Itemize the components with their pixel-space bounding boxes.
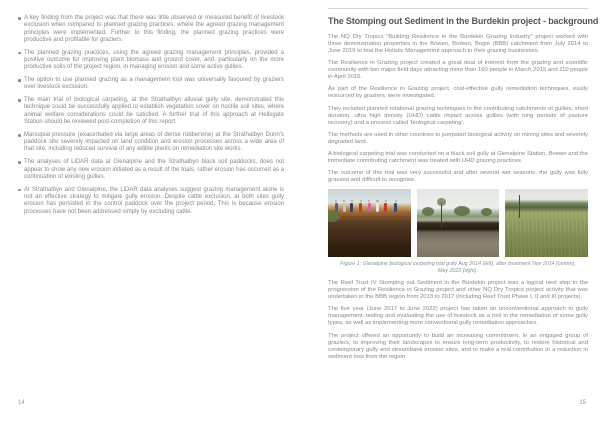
tree [481,208,492,216]
bullet-item [18,132,284,154]
bullet-text: The analyses of LiDAR data at Glenalpine and the Strathalbyn black soil paddocks, does not appear to show any new erosion initiated as a result of the trials, rather erosion has occurred as a continuation of existing gullies. [24,159,284,180]
paragraph: The methods are used in other countries to jumpstart biological activity on mining sites and severely degraded land. [328,131,588,145]
tree-trunk [519,195,521,218]
bullet-marker-icon [18,17,21,20]
person-figure [394,203,397,212]
paragraph: The Reef Trust IV Stomping out Sediment in the Burdekin project was a logical next step in the progression of the Resilience in Grazing project and other NQ Dry Tropics project activity that was undertaken in the BBB region from 2013 to 2017 (including Reef Trust Phase I, II and III projects). [328,280,588,301]
paragraph: The Resilience in Grazing project created a great deal of interest from the grazing and scientific community with two major field days attracting more than 160 people in March 2015 and 110 people in April 2016. [328,60,588,81]
bullet-item [18,97,284,126]
bullet-item [18,77,284,92]
bullet-marker-icon [18,99,21,102]
person-figure [384,203,387,212]
page-title: The Stomping out Sediment in the Burdekin project - background [328,16,599,26]
tree [454,206,470,216]
paragraph: They included planned rotational grazing techniques in the contributing catchments of gullies, short duration, ultra high density (UHD) cattle impact across gullies (with long periods of pasture recovery) and a process called 'biological carpeting'. [328,105,588,126]
paragraph: The outcome of this trial was very successful and after several wet seasons, the gully was fully grassed and difficult to recognise. [328,170,588,184]
person-figure [376,203,379,212]
paragraph: As part of the Resilience in Grazing project, cost-effective gully remediation techniques, easily resourced by graziers, were investigated. [328,86,588,100]
bullet-item [18,187,284,216]
bullet-marker-icon [18,52,21,55]
bullet-text: The option to use planned grazing as a management tool was universally favoured by graziers over livestock exclusion. [24,77,284,91]
bullet-marker-icon [18,134,21,137]
person-figure [359,203,362,212]
person-figure [368,203,371,212]
bullet-text: At Strathalbyn and Glenalpine, the LiDAR data analyses suggest grazing management alone is not an effective strategy to mitigate gully erosion. Despite cattle exclusion, at both sites gully erosion has persisted in the control paddock over the project period. This is because erosion processes have not been addressed simply by excluding cattle. [24,186,284,215]
photo-gully-aug-2014 [328,189,411,257]
left-page [18,15,284,221]
figure-photo-strip [328,189,588,257]
right-page [328,8,599,366]
vegetation-patch [328,210,340,222]
bullet-item [18,159,284,181]
bullet-item [18,50,284,72]
page-number-left: 14 [18,400,25,406]
header-rule [328,8,588,9]
bullet-text: The main trial of biological carpeting, at the Strathalbyn alluvial gully site, demonstrated this technique could be successfully applied to establish vegetation cover on hostile soil sites, where animal welfare considerations could be satisfied. A further trial of this approach at Hellsgate Station should be reviewed post-completion of this report. [24,97,284,126]
photo-after-treatment-nov-2014 [417,189,500,257]
page-number-right: 15 [579,400,586,406]
bullet-text: Marsupial pressure (exacerbated via large areas of dense rubbervine) at the Strathalbyn Dunn's paddock site severely impacted on land condition and erosion processes across a wide area of that site, including reduced survival of any edible plants on remediation site works. [24,131,284,153]
paragraph: The five year (June 2017 to June 2022) project has taken an unconventional approach to gully management: testing and evaluating the use of livestock as a tool in the remediation of some gully types, as well as implementing more conventional gully remediation approaches. [328,306,588,327]
person-figure [350,203,353,212]
bullet-item [18,15,284,44]
bullet-text: A key finding from the project was that there was little observed or measured benefit of livestock exclusion when compared to planned grazing practices, where the agreed grazing management principles were implemented. Further to this finding, the planned grazing practices were productive and profitable for graziers. [24,15,284,43]
bullet-text: The planned grazing practices, using the agreed grazing management principles, provided a positive outcome for improving plant biomass and ground cover, and, particularly on the more productive soils of the project region, in managing erosion and some active gullies. [24,49,284,71]
figure-caption: Figure 1: Glenalpine biological carpeting trial gully Aug 2014 (left), after treatment Nov 2014 (centre), May 2022 (right). [340,261,576,274]
sapling [441,202,442,228]
person-figure [335,203,338,212]
tree [422,207,434,216]
bullet-marker-icon [18,161,21,164]
paragraph: The project offered an opportunity to build an increasing commitment, in an engaged group of graziers, to improving their landscapes to ensure long-term productivity, to restore historical and contemporary gully and streambank erosion sites, and to make a real contribution to a reduction in sediment loss from the region. [328,332,588,360]
bullet-marker-icon [18,189,21,192]
paragraph: The NQ Dry Tropics "Building Resilience in the Burdekin Grazing Industry" project worked with three demonstration properties in the Bowen, Broken, Bogie (BBB) catchment from July 2014 to June 2016 to trial the Holistic Management approach to their grazing businesses. [328,34,588,54]
photo-regrown-gully-may-2022 [505,189,588,257]
gully-ridge [328,216,411,219]
paragraph: A biological carpeting trial was conducted on a black soil gully at Glenalpine Station, Bowen and the immediate contributing catchment was treated with UHD grazing practices. [328,150,588,164]
person-figure [343,203,346,212]
bullet-marker-icon [18,79,21,82]
